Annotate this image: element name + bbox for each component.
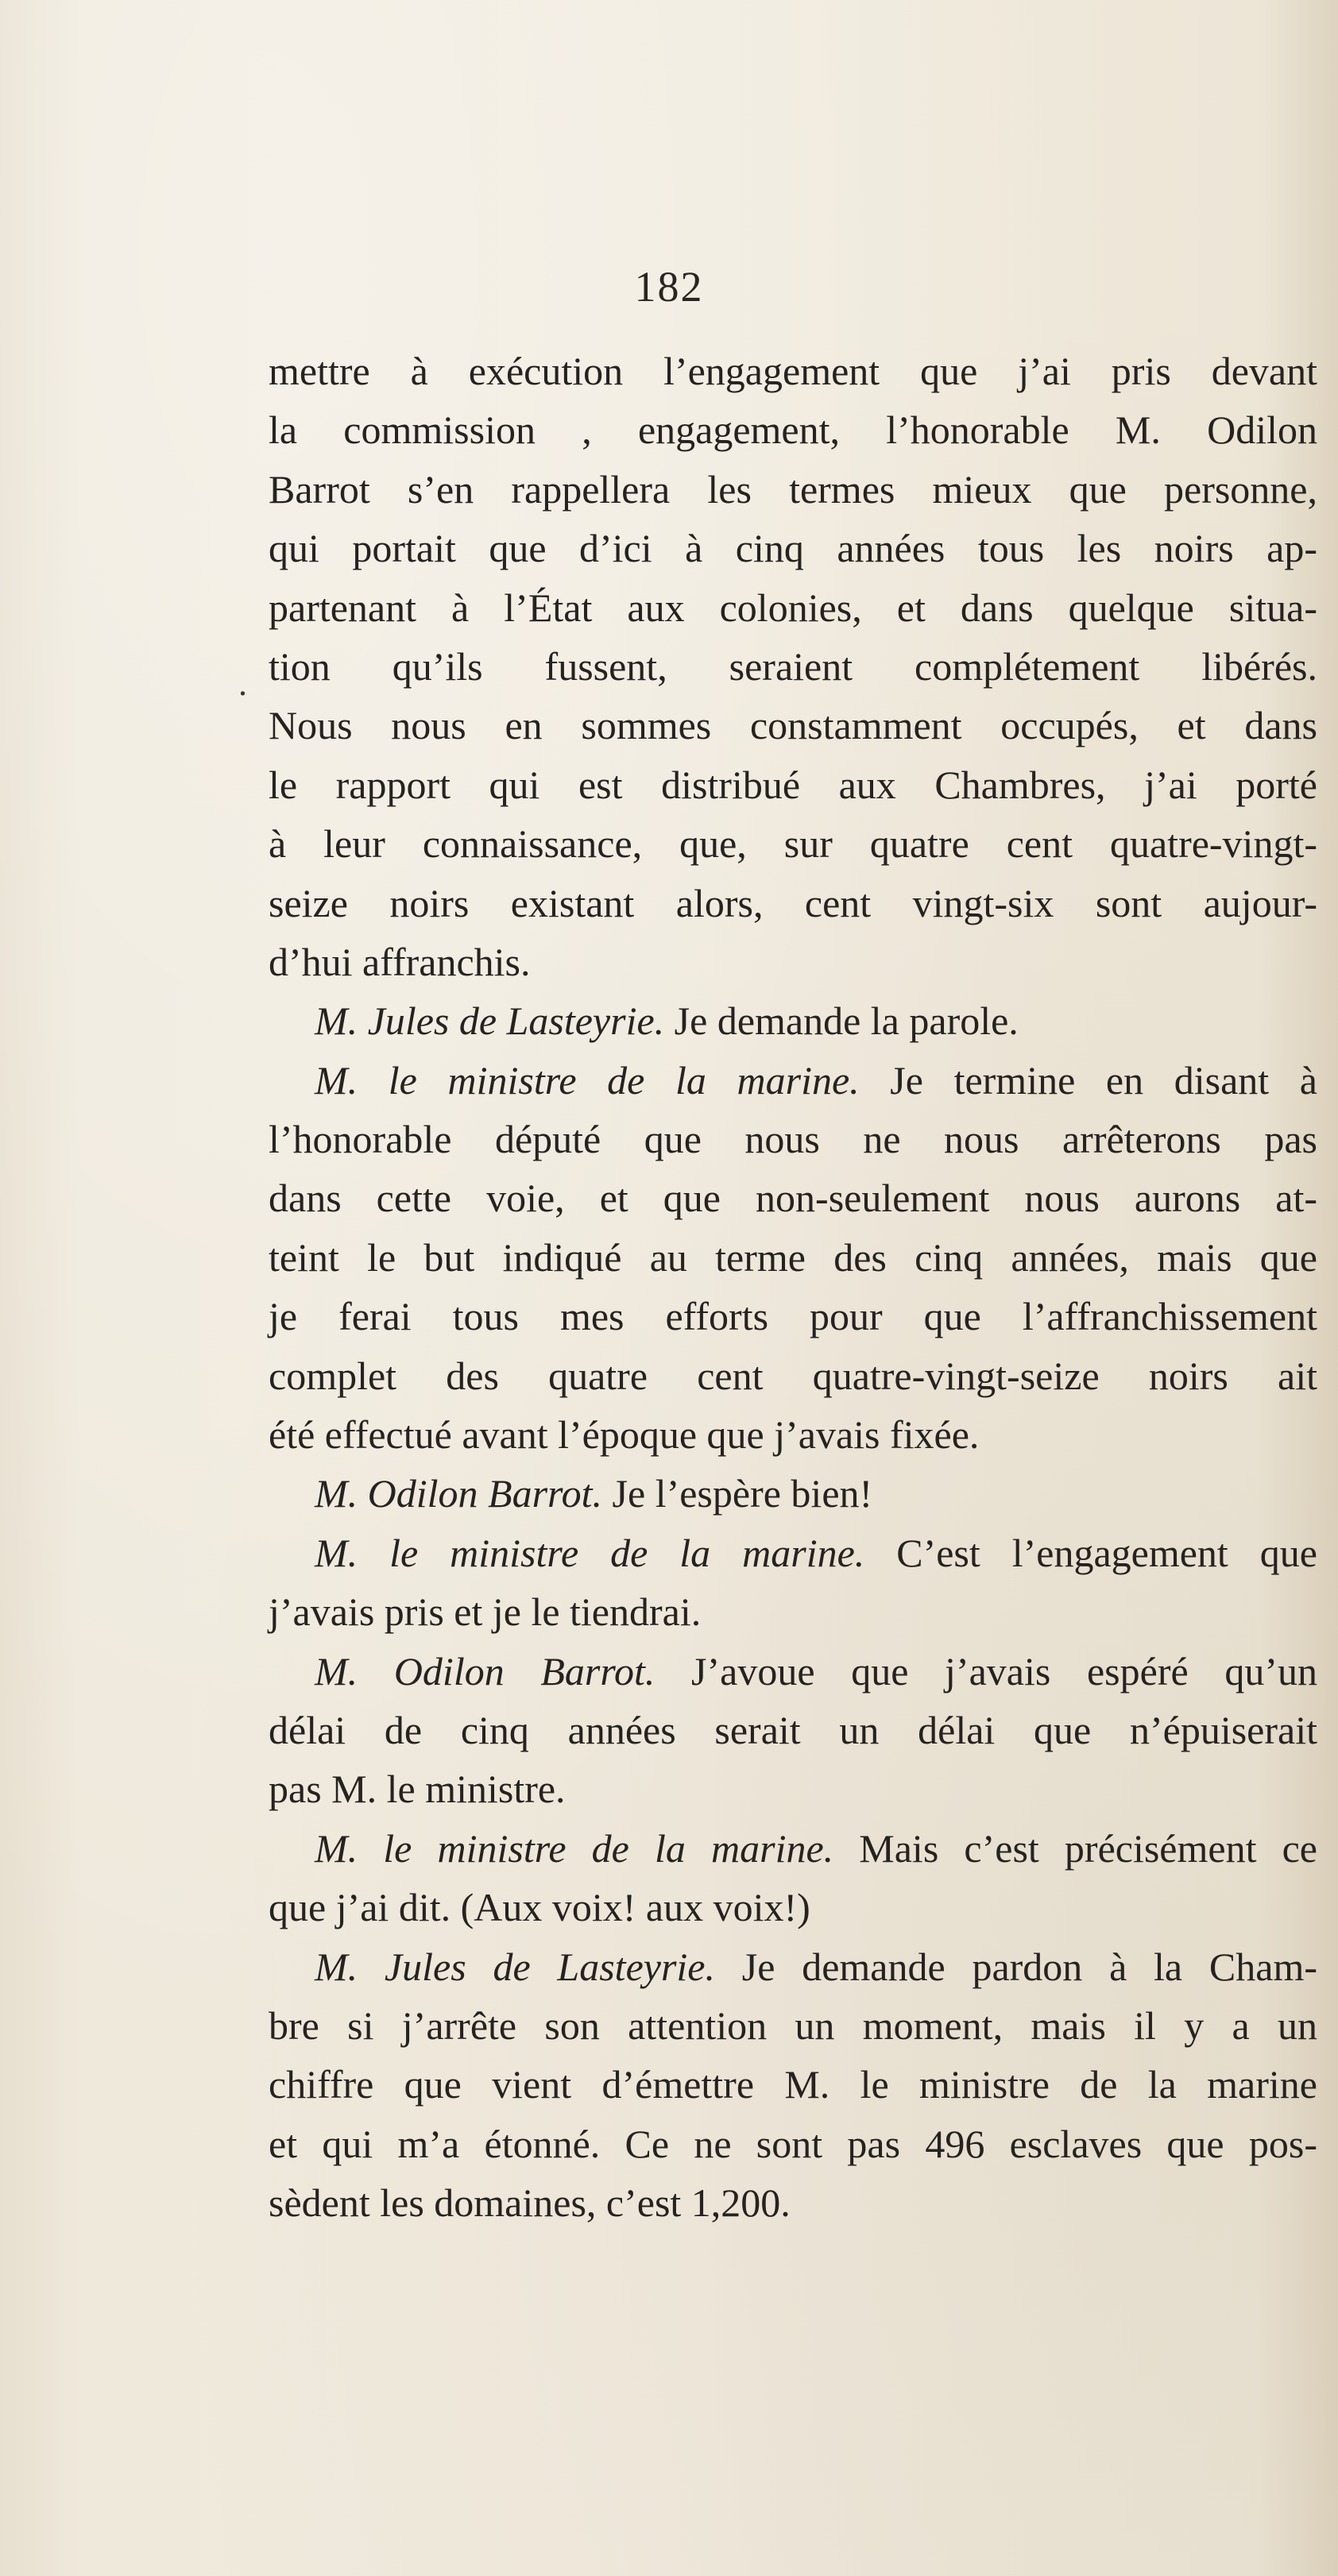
text-line [269,1819,1317,1878]
line-text: l’honorable député que nous ne nous arrêterons pas [269,1117,1317,1162]
text-line [269,1051,1317,1110]
text-line [269,637,1317,696]
line-text: teint le but indiqué au terme des cinq années, mais que [269,1234,1317,1280]
text-line [269,933,1317,991]
text-line [269,1168,1317,1227]
text-line [269,814,1317,873]
line-text: d’hui affranchis. [269,939,531,984]
margin-marker: . [238,664,247,703]
line-text: bre si j’arrête son attention un moment, mais il y a un [269,2002,1317,2048]
text-line [269,2114,1317,2173]
speaker-name: M. Jules de Lasteyrie. [315,998,665,1044]
text-line [269,991,1317,1050]
text-line [269,1582,1317,1641]
text-line [269,1287,1317,1346]
line-text: je ferai tous mes efforts pour que l’affranchissement [269,1294,1317,1339]
text-line [269,1346,1317,1405]
line-text: chiffre que vient d’émettre M. le ministre de la marine [269,2062,1317,2107]
body-text [269,342,1317,2233]
line-text: mettre à exécution l’engagement que j’ai pris devant [269,349,1317,393]
line-text: Je termine en disant à [859,1057,1317,1103]
line-text: partenant à l’État aux colonies, et dans quelque situa- [269,585,1317,630]
line-text: qui portait que d’ici à cinq années tous les noirs ap- [269,526,1317,571]
speaker-name: M. le ministre de la marine. [315,1057,860,1103]
text-line [269,1937,1317,1996]
text-line [269,1110,1317,1168]
line-text: la commission , engagement, l’honorable M. Odilon [269,407,1317,453]
text-line [269,874,1317,933]
text-line [269,342,1317,400]
line-text: à leur connaissance, que, sur quatre cent quatre-vingt- [269,821,1317,867]
line-text: C’est l’engagement que [864,1530,1317,1575]
text-line [269,1464,1317,1523]
line-text: J’avoue que j’avais espéré qu’un [655,1648,1317,1694]
speaker-name: M. le ministre de la marine. [315,1825,834,1871]
text-line [269,1524,1317,1582]
line-text: tion qu’ils fussent, seraient complétement libérés. [269,643,1317,689]
line-text: été effectué avant l’époque que j’avais fixée. [269,1412,980,1458]
line-text: délai de cinq années serait un délai que n’épuiserait [269,1707,1317,1752]
line-text: pas M. le ministre. [269,1767,566,1812]
line-text: que j’ai dit. (Aux voix! aux voix!) [269,1885,810,1930]
line-text: dans cette voie, et que non-seulement nous aurons at- [269,1176,1317,1221]
line-text: Je l’espère bien! [602,1471,873,1516]
text-line [269,1878,1317,1937]
text-line [269,696,1317,755]
line-text: seize noirs existant alors, cent vingt-six sont aujour- [269,880,1317,925]
text-line [269,578,1317,637]
text-line [269,1701,1317,1759]
line-text: et qui m’a étonné. Ce ne sont pas 496 esclaves que pos- [269,2121,1317,2166]
speaker-name: M. Jules de Lasteyrie. [315,1944,715,1989]
text-line [269,1228,1317,1287]
text-line [269,1642,1317,1701]
speaker-name: M. Odilon Barrot. [315,1471,603,1516]
text-line [269,1996,1317,2055]
line-text: Mais c’est précisément ce [833,1825,1317,1871]
text-line [269,400,1317,459]
text-line [269,2055,1317,2114]
line-text: Nous nous en sommes constamment occupés, et dans [269,703,1317,748]
speaker-name: M. Odilon Barrot. [315,1648,655,1694]
line-text: j’avais pris et je le tiendrai. [269,1589,702,1635]
text-line [269,1759,1317,1818]
text-line [269,519,1317,577]
text-line [269,460,1317,519]
page-number: 182 [634,263,704,311]
line-text: Je demande pardon à la Cham- [715,1944,1317,1989]
speaker-name: M. le ministre de la marine. [315,1530,865,1575]
line-text: sèdent les domaines, c’est 1,200. [269,2180,791,2226]
line-text: Barrot s’en rappellera les termes mieux que personne, [269,466,1317,512]
text-line [269,1405,1317,1464]
line-text: Je demande la parole. [664,998,1019,1044]
text-line [269,2173,1317,2232]
line-text: le rapport qui est distribué aux Chambres, j’ai porté [269,762,1317,807]
line-text: complet des quatre cent quatre-vingt-seize noirs ait [269,1353,1317,1398]
text-line [269,755,1317,814]
